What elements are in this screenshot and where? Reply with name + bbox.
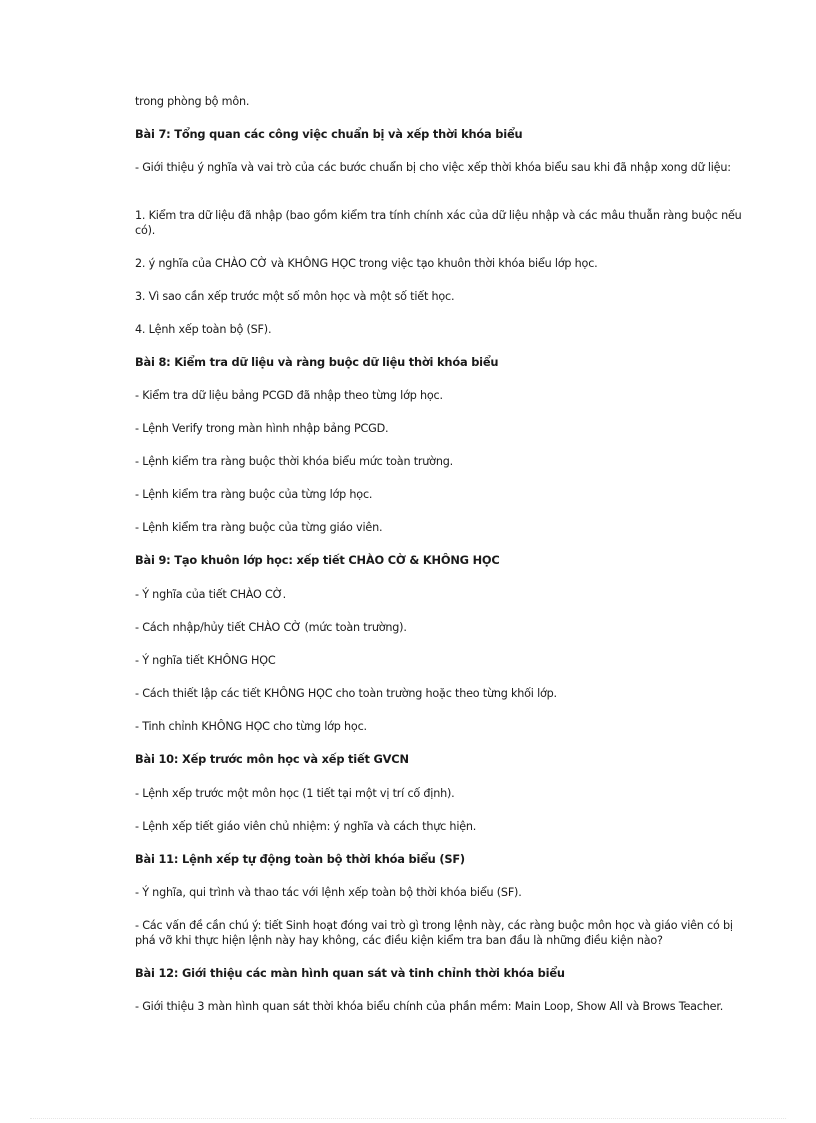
paragraph: 3. Vì sao cần xếp trước một số môn học và một số tiết học.: [135, 290, 455, 303]
paragraph: - Giới thiệu ý nghĩa và vai trò của các bước chuẩn bị cho việc xếp thời khóa biểu sau khi đã nhập xong dữ liệu:: [135, 161, 731, 174]
paragraph: - Các vấn đề cần chú ý: tiết Sinh hoạt đóng vai trò gì trong lệnh này, các ràng buộc môn học và giáo viên có bị phá vỡ khi thực hiện lệnh này hay không, các điều kiện kiểm tra ban đầu là những điều kiện nào?: [135, 919, 733, 947]
paragraph: - Ý nghĩa tiết KHÔNG HỌC: [135, 654, 276, 667]
paragraph: trong phòng bộ môn.: [135, 95, 250, 108]
paragraph: - Tinh chỉnh KHÔNG HỌC cho từng lớp học.: [135, 720, 367, 733]
lesson-10-heading: Bài 10: Xếp trước môn học và xếp tiết GVCN: [135, 752, 409, 766]
paragraph: 1. Kiểm tra dữ liệu đã nhập (bao gồm kiểm tra tính chính xác của dữ liệu nhập và các mâu thuẫn ràng buộc nếu có).: [135, 209, 742, 237]
lesson-11-heading: Bài 11: Lệnh xếp tự động toàn bộ thời khóa biểu (SF): [135, 852, 465, 866]
paragraph: - Ý nghĩa, qui trình và thao tác với lệnh xếp toàn bộ thời khóa biểu (SF).: [135, 886, 522, 899]
paragraph: 2. ý nghĩa của CHÀO CỜ và KHÔNG HỌC trong việc tạo khuôn thời khóa biểu lớp học.: [135, 257, 598, 270]
page-bottom-rule: [30, 1118, 786, 1119]
paragraph: - Lệnh Verify trong màn hình nhập bảng PCGD.: [135, 422, 389, 435]
lesson-8-heading: Bài 8: Kiểm tra dữ liệu và ràng buộc dữ liệu thời khóa biểu: [135, 355, 499, 369]
lesson-9-heading: Bài 9: Tạo khuôn lớp học: xếp tiết CHÀO CỜ & KHÔNG HỌC: [135, 553, 500, 567]
paragraph: - Lệnh kiểm tra ràng buộc của từng lớp học.: [135, 488, 373, 501]
paragraph: - Lệnh xếp trước một môn học (1 tiết tại một vị trí cố định).: [135, 787, 455, 800]
paragraph: - Kiểm tra dữ liệu bảng PCGD đã nhập theo từng lớp học.: [135, 389, 443, 402]
paragraph: 4. Lệnh xếp toàn bộ (SF).: [135, 323, 272, 336]
paragraph: - Giới thiệu 3 màn hình quan sát thời khóa biểu chính của phần mềm: Main Loop, Show All và Brows Teacher.: [135, 1000, 724, 1013]
paragraph: - Ý nghĩa của tiết CHÀO CỜ.: [135, 588, 286, 601]
paragraph: - Lệnh xếp tiết giáo viên chủ nhiệm: ý nghĩa và cách thực hiện.: [135, 820, 477, 833]
paragraph: - Cách thiết lập các tiết KHÔNG HỌC cho toàn trường hoặc theo từng khối lớp.: [135, 687, 557, 700]
paragraph: - Lệnh kiểm tra ràng buộc của từng giáo viên.: [135, 521, 383, 534]
lesson-12-heading: Bài 12: Giới thiệu các màn hình quan sát và tinh chỉnh thời khóa biểu: [135, 966, 565, 980]
paragraph: - Cách nhập/hủy tiết CHÀO CỜ (mức toàn trường).: [135, 621, 407, 634]
paragraph: - Lệnh kiểm tra ràng buộc thời khóa biểu mức toàn trường.: [135, 455, 453, 468]
lesson-7-heading: Bài 7: Tổng quan các công việc chuẩn bị và xếp thời khóa biểu: [135, 127, 523, 141]
